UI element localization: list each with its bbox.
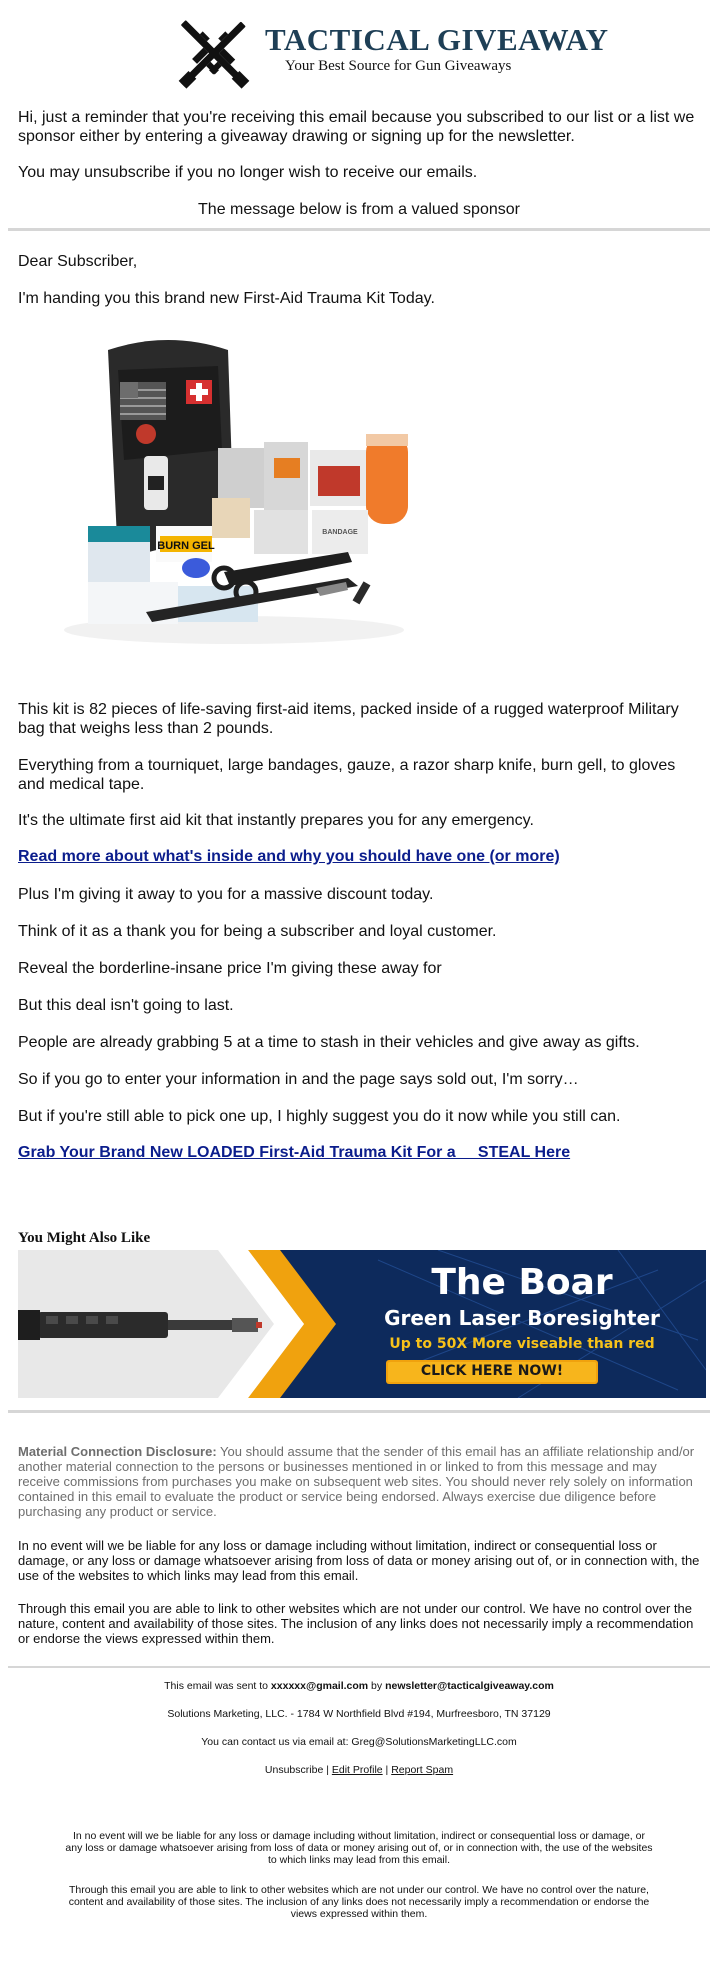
- external-links-text: Through this email you are able to link to other websites which are not under our control. We have no control over the nature, content and availability of those sites. The inclusion of any links does not necessarily imply a recommendation or endorse the views expressed within them.: [18, 1601, 694, 1646]
- sent-by-prefix: by: [368, 1680, 386, 1692]
- discount-text: Plus I'm giving it away to you for a massive discount today.: [18, 886, 434, 903]
- divider: [8, 228, 710, 231]
- divider: [8, 1666, 710, 1668]
- banner-cta-button[interactable]: CLICK HERE NOW!: [420, 1363, 564, 1379]
- banner-tagline: Up to 50X More viseable than red: [389, 1336, 655, 1352]
- disclosure-text: [0, 1444, 718, 1519]
- divider: [8, 1410, 710, 1413]
- thank-you-text: Think of it as a thank you for being a subscriber and loyal customer.: [18, 923, 497, 940]
- sent-prefix: This email was sent to: [164, 1680, 271, 1692]
- report-spam-link[interactable]: Report Spam: [391, 1764, 454, 1776]
- bandage-label: BANDAGE: [322, 529, 358, 536]
- kit-description: This kit is 82 pieces of life-saving first-aid items, packed inside of a rugged waterproof Military bag that weighs less than 2 pounds.: [18, 701, 679, 737]
- sent-to-line: [0, 1680, 718, 1692]
- trauma-kit-image: [48, 330, 420, 650]
- footer-liability: In no event will we be liable for any loss or damage including without limitation, indirect or consequential loss or damage, or any loss or damage whatsoever arising from loss of data or money arising out of, or in connection with, the use of the websites to which links may lead from this email.: [65, 1830, 653, 1866]
- contact-line: You can contact us via email at: Greg@SolutionsMarketingLLC.com: [201, 1736, 517, 1748]
- sender-email: newsletter@tacticalgiveaway.com: [385, 1680, 554, 1692]
- pick-up-text: But if you're still able to pick one up, I highly suggest you do it now while you still can.: [18, 1108, 621, 1125]
- deal-text: But this deal isn't going to last.: [18, 997, 234, 1014]
- crossed-rifles-icon: [166, 8, 262, 100]
- disclosure-label: Material Connection Disclosure:: [18, 1444, 217, 1459]
- disclosure-body: You should assume that the sender of this email has an affiliate relationship and/or another material connection to the persons or businesses mentioned in or linked to from this message and may receive commissions from purchases you make on subsequent web sites. You should never rely solely on information contained in this email to evaluate the product or service being endorsed. Always exercise due diligence before purchasing any product or service.: [18, 1444, 695, 1519]
- sold-out-text: So if you go to enter your information in and the page says sold out, I'm sorry…: [18, 1071, 579, 1088]
- reminder-text: Hi, just a reminder that you're receiving this email because you subscribed to our list or a list we sponsor either by entering a giveaway drawing or signing up for the newsletter.: [18, 109, 695, 145]
- unsubscribe-note: You may unsubscribe if you no longer wish to receive our emails.: [18, 164, 478, 181]
- kit-contents: Everything from a tourniquet, large bandages, gauze, a razor sharp knife, burn gell, to gloves and medical tape.: [18, 757, 676, 793]
- read-more-link[interactable]: Read more about what's inside and why you should have one (or more): [18, 848, 560, 865]
- brand-subtitle: Your Best Source for Gun Giveaways: [285, 58, 512, 74]
- footer-links: [0, 1764, 718, 1776]
- greeting: Dear Subscriber,: [18, 253, 138, 270]
- link-separator: |: [323, 1764, 332, 1776]
- edit-profile-link[interactable]: Edit Profile: [331, 1764, 383, 1776]
- also-like-heading: You Might Also Like: [18, 1230, 151, 1246]
- company-address: Solutions Marketing, LLC. - 1784 W Northfield Blvd #194, Murfreesboro, TN 37129: [167, 1708, 551, 1720]
- brand-title: TACTICAL GIVEAWAY: [265, 22, 609, 57]
- recipient-email: xxxxxx@gmail.com: [270, 1680, 369, 1692]
- link-separator: |: [382, 1764, 392, 1776]
- kit-emergency: It's the ultimate first aid kit that instantly prepares you for any emergency.: [18, 812, 534, 829]
- sponsor-note: The message below is from a valued sponsor: [198, 201, 520, 218]
- footer-links-disclaimer: Through this email you are able to link to other websites which are not under our control. We have no control over the nature, content and availability of those sites. The inclusion of any links does not necessarily imply a recommendation or endorse the views expressed within them.: [68, 1884, 650, 1920]
- reveal-price-text: Reveal the borderline-insane price I'm giving these away for: [18, 960, 442, 977]
- intro-line: I'm handing you this brand new First-Aid Trauma Kit Today.: [18, 290, 435, 307]
- boar-banner[interactable]: [18, 1250, 706, 1398]
- email-header: [0, 0, 718, 100]
- grabbing-text: People are already grabbing 5 at a time to stash in their vehicles and give away as gifts.: [18, 1034, 640, 1051]
- banner-subtitle: Green Laser Boresighter: [384, 1306, 660, 1330]
- banner-title: The Boar: [431, 1262, 613, 1303]
- liability-text: In no event will we be liable for any loss or damage including without limitation, indirect or consequential loss or damage, or any loss or damage whatsoever arising from loss of data or money arising out of, or in connection with, the use of the websites to which links may lead from this email.: [18, 1538, 700, 1583]
- unsubscribe-label[interactable]: Unsubscribe: [264, 1764, 324, 1776]
- burn-gel-label: BURN GEL: [157, 540, 215, 552]
- grab-kit-link[interactable]: Grab Your Brand New LOADED First-Aid Trauma Kit For a STEAL Here: [18, 1144, 571, 1161]
